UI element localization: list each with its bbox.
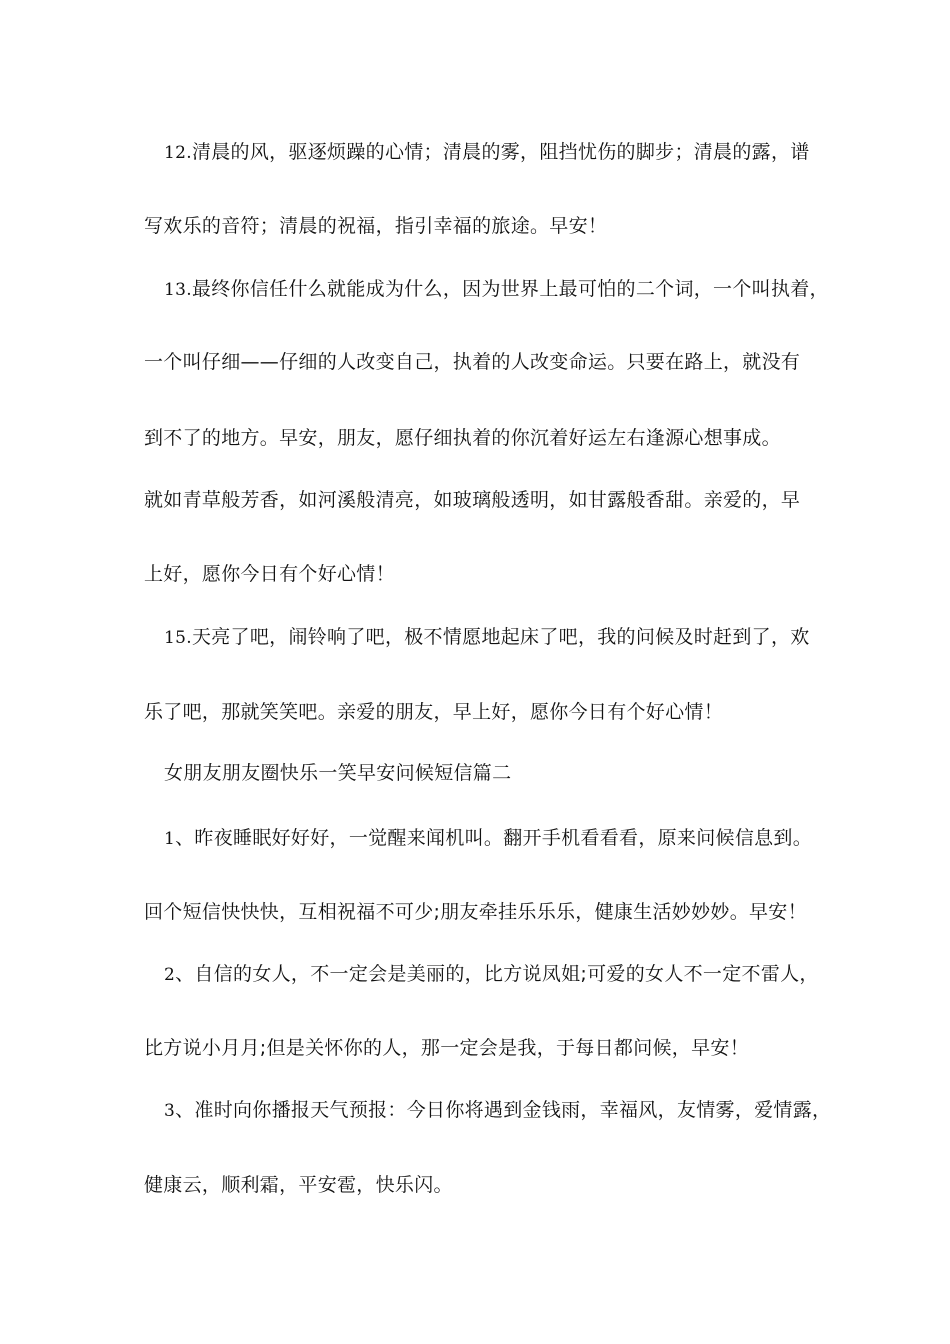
paragraph-text: 乐了吧，那就笑笑吧。亲爱的朋友，早上好，愿你今日有个好心情！ <box>144 701 724 723</box>
paragraph-text: 上好，愿你今日有个好心情！ <box>144 563 395 585</box>
paragraph-text: 健康云，顺利霜，平安雹，快乐闪。 <box>144 1174 453 1196</box>
paragraph-13-line-2 <box>144 349 800 375</box>
item-1-line-2 <box>144 899 807 925</box>
item-2-line-1 <box>164 961 819 988</box>
item-number-13: 13. <box>164 280 192 300</box>
paragraph-text: 到不了的地方。早安，朋友，愿仔细执着的你沉着好运左右逢源心想事成。 <box>144 427 781 449</box>
paragraph-text: 、昨夜睡眠好好好，一觉醒来闻机叫。翻开手机看看看，原来问候信息到。 <box>175 827 813 849</box>
item-number-12: 12. <box>164 143 192 163</box>
item-number-15: 15. <box>164 628 192 648</box>
item-3-line-2 <box>144 1172 453 1198</box>
paragraph-13-line-3 <box>144 425 781 451</box>
item-1-line-1 <box>164 825 812 852</box>
item-number-1: 1 <box>164 829 176 849</box>
paragraph-text: 回个短信快快快，互相祝福不可少;朋友牵挂乐乐乐，健康生活妙妙妙。早安！ <box>144 901 807 923</box>
paragraph-text: 比方说小月月;但是关怀你的人，那一定会是我，于每日都问候，早安！ <box>144 1037 750 1059</box>
paragraph-text: 写欢乐的音符；清晨的祝福，指引幸福的旅途。早安！ <box>144 215 608 237</box>
paragraph-15-line-1 <box>164 624 810 651</box>
item-2-line-2 <box>144 1035 749 1061</box>
paragraph-15-line-2 <box>144 699 723 725</box>
paragraph-text: 天亮了吧，闹铃响了吧，极不情愿地起床了吧，我的问候及时赶到了，欢 <box>191 626 810 648</box>
paragraph-text: 最终你信任什么就能成为什么，因为世界上最可怕的二个词，一个叫执着， <box>191 278 829 300</box>
paragraph-text: 、自信的女人，不一定会是美丽的，比方说凤姐;可爱的女人不一定不雷人， <box>175 963 819 985</box>
paragraph-text: 一个叫仔细——仔细的人改变自己，执着的人改变命运。只要在路上，就没有 <box>144 351 801 373</box>
item-3-line-1 <box>164 1097 831 1124</box>
paragraph-text: 就如青草般芳香，如河溪般清亮，如玻璃般透明，如甘露般香甜。亲爱的，早 <box>144 489 801 511</box>
paragraph-12-line-2 <box>144 213 607 239</box>
paragraph-text: 、准时向你播报天气预报：今日你将遇到金钱雨，幸福风，友情雾，爱情露， <box>175 1099 832 1121</box>
paragraph-14-line-2 <box>144 561 395 587</box>
paragraph-14-line-1 <box>144 487 800 513</box>
paragraph-12-line-1 <box>164 139 810 166</box>
paragraph-text: 清晨的风，驱逐烦躁的心情；清晨的雾，阻挡忧伤的脚步；清晨的露，谱 <box>191 141 810 163</box>
item-number-3: 3 <box>164 1101 176 1121</box>
section-heading <box>164 760 511 786</box>
section-heading-text: 女朋友朋友圈快乐一笑早安问候短信篇二 <box>164 762 512 784</box>
item-number-2: 2 <box>164 965 176 985</box>
paragraph-13-line-1 <box>164 276 829 303</box>
